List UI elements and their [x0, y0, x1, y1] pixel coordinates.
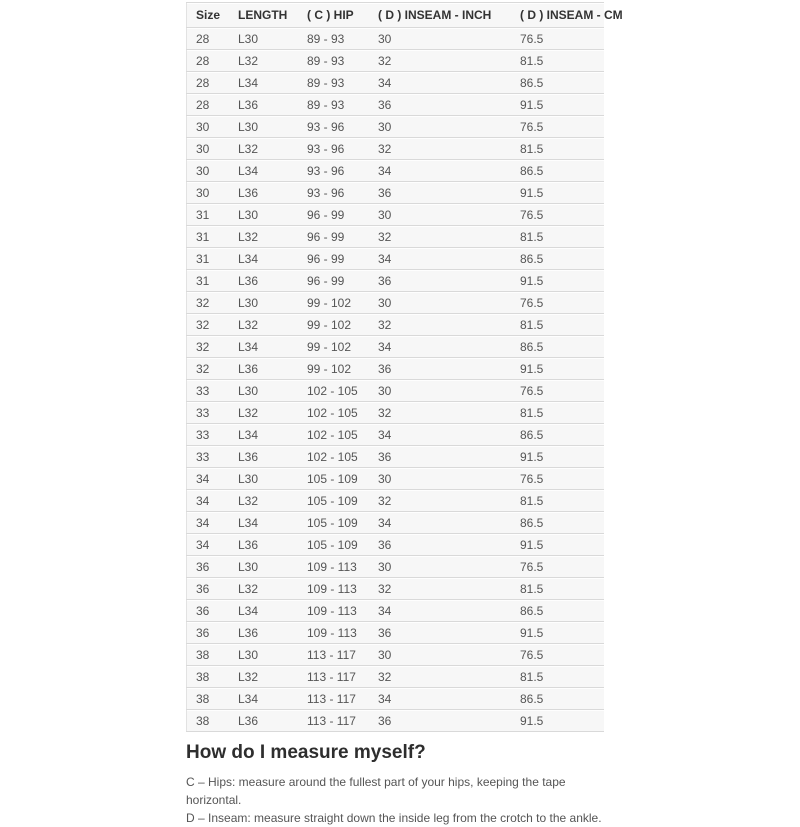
table-cell: 30	[187, 182, 230, 204]
table-cell: 38	[187, 666, 230, 688]
table-cell: 102 - 105	[298, 424, 369, 446]
table-cell: 105 - 109	[298, 490, 369, 512]
table-row	[187, 600, 605, 622]
table-cell: 34	[369, 688, 511, 710]
table-cell: L30	[229, 380, 298, 402]
table-cell: L32	[229, 314, 298, 336]
size-table-body	[187, 28, 605, 732]
table-cell: 36	[369, 358, 511, 380]
table-cell: 34	[187, 534, 230, 556]
table-cell: 32	[369, 402, 511, 424]
table-cell: 109 - 113	[298, 578, 369, 600]
table-cell: 32	[187, 314, 230, 336]
table-cell: L32	[229, 402, 298, 424]
table-row	[187, 116, 605, 138]
table-cell: L30	[229, 292, 298, 314]
table-cell: 81.5	[511, 402, 604, 424]
table-cell: 76.5	[511, 116, 604, 138]
table-cell: L32	[229, 490, 298, 512]
table-row	[187, 710, 605, 732]
table-row	[187, 622, 605, 644]
table-cell: 36	[369, 446, 511, 468]
table-cell: L34	[229, 248, 298, 270]
column-header-size: Size	[187, 3, 230, 28]
table-cell: 34	[369, 600, 511, 622]
table-cell: 113 - 117	[298, 644, 369, 666]
table-row	[187, 688, 605, 710]
table-cell: 99 - 102	[298, 314, 369, 336]
table-cell: 99 - 102	[298, 336, 369, 358]
table-cell: 33	[187, 446, 230, 468]
table-cell: 34	[187, 468, 230, 490]
table-cell: L34	[229, 72, 298, 94]
table-cell: 32	[187, 358, 230, 380]
table-cell: L36	[229, 270, 298, 292]
table-cell: 32	[369, 138, 511, 160]
table-cell: 36	[369, 94, 511, 116]
table-row	[187, 556, 605, 578]
table-cell: 86.5	[511, 336, 604, 358]
table-cell: L32	[229, 138, 298, 160]
table-cell: L36	[229, 710, 298, 732]
table-cell: 32	[369, 226, 511, 248]
table-row	[187, 534, 605, 556]
table-cell: L36	[229, 534, 298, 556]
table-cell: 102 - 105	[298, 402, 369, 424]
table-row	[187, 644, 605, 666]
table-cell: 91.5	[511, 270, 604, 292]
measure-line-inseam: D – Inseam: measure straight down the inside leg from the crotch to the ankle.	[186, 811, 602, 825]
table-row	[187, 182, 605, 204]
table-cell: 76.5	[511, 28, 604, 50]
table-cell: 81.5	[511, 666, 604, 688]
table-cell: 86.5	[511, 512, 604, 534]
table-row	[187, 468, 605, 490]
table-cell: 30	[369, 644, 511, 666]
table-cell: 31	[187, 204, 230, 226]
table-cell: L36	[229, 446, 298, 468]
table-cell: L34	[229, 336, 298, 358]
table-cell: 30	[369, 556, 511, 578]
table-cell: 38	[187, 710, 230, 732]
table-cell: 76.5	[511, 468, 604, 490]
table-cell: 36	[369, 534, 511, 556]
table-cell: L30	[229, 204, 298, 226]
table-cell: 31	[187, 270, 230, 292]
table-row	[187, 424, 605, 446]
table-cell: 33	[187, 424, 230, 446]
table-cell: 31	[187, 226, 230, 248]
table-cell: 102 - 105	[298, 380, 369, 402]
table-cell: 28	[187, 50, 230, 72]
table-row	[187, 402, 605, 424]
table-cell: L30	[229, 468, 298, 490]
table-cell: 91.5	[511, 446, 604, 468]
table-cell: 30	[369, 204, 511, 226]
table-cell: 89 - 93	[298, 28, 369, 50]
table-cell: 109 - 113	[298, 622, 369, 644]
table-row	[187, 380, 605, 402]
table-cell: 33	[187, 402, 230, 424]
table-row	[187, 446, 605, 468]
table-cell: 102 - 105	[298, 446, 369, 468]
table-row	[187, 72, 605, 94]
table-cell: 30	[369, 116, 511, 138]
table-cell: 34	[369, 336, 511, 358]
measure-heading: How do I measure myself?	[186, 742, 426, 763]
table-row	[187, 138, 605, 160]
table-row	[187, 248, 605, 270]
table-cell: 34	[187, 490, 230, 512]
table-cell: 91.5	[511, 622, 604, 644]
table-cell: 91.5	[511, 182, 604, 204]
table-cell: 36	[187, 578, 230, 600]
table-cell: 33	[187, 380, 230, 402]
table-cell: 96 - 99	[298, 204, 369, 226]
table-cell: 105 - 109	[298, 512, 369, 534]
table-cell: 32	[187, 292, 230, 314]
table-cell: 91.5	[511, 358, 604, 380]
table-cell: 36	[369, 622, 511, 644]
table-cell: 86.5	[511, 600, 604, 622]
table-cell: 30	[369, 292, 511, 314]
table-cell: 76.5	[511, 292, 604, 314]
table-cell: 36	[369, 710, 511, 732]
column-header-inseam-cm: ( D ) INSEAM - CM	[511, 3, 604, 28]
table-cell: 81.5	[511, 226, 604, 248]
table-row	[187, 94, 605, 116]
table-cell: 34	[369, 424, 511, 446]
table-cell: 91.5	[511, 710, 604, 732]
table-row	[187, 578, 605, 600]
table-cell: 30	[187, 138, 230, 160]
table-cell: 86.5	[511, 72, 604, 94]
table-cell: 30	[369, 380, 511, 402]
table-cell: 38	[187, 644, 230, 666]
table-cell: L32	[229, 578, 298, 600]
table-cell: 30	[187, 160, 230, 182]
table-cell: 30	[369, 468, 511, 490]
table-cell: 81.5	[511, 138, 604, 160]
table-cell: 28	[187, 94, 230, 116]
table-cell: 36	[187, 622, 230, 644]
table-cell: 109 - 113	[298, 600, 369, 622]
table-cell: 93 - 96	[298, 160, 369, 182]
table-cell: 30	[369, 28, 511, 50]
table-header-row	[187, 3, 605, 28]
table-cell: 86.5	[511, 248, 604, 270]
table-cell: 93 - 96	[298, 138, 369, 160]
table-cell: L34	[229, 512, 298, 534]
table-cell: 38	[187, 688, 230, 710]
table-row	[187, 270, 605, 292]
table-cell: 36	[369, 182, 511, 204]
table-cell: 105 - 109	[298, 468, 369, 490]
table-cell: 36	[187, 556, 230, 578]
table-cell: 91.5	[511, 534, 604, 556]
table-row	[187, 490, 605, 512]
table-cell: 86.5	[511, 160, 604, 182]
table-cell: L36	[229, 182, 298, 204]
table-row	[187, 204, 605, 226]
table-cell: 36	[187, 600, 230, 622]
table-cell: L30	[229, 556, 298, 578]
table-cell: L34	[229, 424, 298, 446]
table-row	[187, 50, 605, 72]
table-cell: 34	[369, 160, 511, 182]
table-cell: 89 - 93	[298, 50, 369, 72]
table-cell: 36	[369, 270, 511, 292]
table-cell: 93 - 96	[298, 182, 369, 204]
table-row	[187, 292, 605, 314]
table-cell: 34	[369, 248, 511, 270]
table-row	[187, 226, 605, 248]
table-cell: 96 - 99	[298, 248, 369, 270]
table-cell: 31	[187, 248, 230, 270]
table-cell: 32	[369, 578, 511, 600]
table-cell: 99 - 102	[298, 292, 369, 314]
table-cell: 113 - 117	[298, 666, 369, 688]
table-cell: L34	[229, 600, 298, 622]
table-cell: L30	[229, 28, 298, 50]
table-cell: 96 - 99	[298, 270, 369, 292]
table-cell: 105 - 109	[298, 534, 369, 556]
table-cell: 89 - 93	[298, 94, 369, 116]
table-cell: 76.5	[511, 644, 604, 666]
table-cell: L36	[229, 622, 298, 644]
table-cell: 32	[369, 50, 511, 72]
table-cell: 109 - 113	[298, 556, 369, 578]
table-row	[187, 336, 605, 358]
table-cell: L34	[229, 688, 298, 710]
table-row	[187, 160, 605, 182]
table-cell: 32	[369, 666, 511, 688]
table-cell: 30	[187, 116, 230, 138]
column-header-hip: ( C ) HIP	[298, 3, 369, 28]
table-cell: 32	[187, 336, 230, 358]
table-row	[187, 314, 605, 336]
table-cell: 113 - 117	[298, 688, 369, 710]
table-cell: 99 - 102	[298, 358, 369, 380]
table-cell: 34	[369, 72, 511, 94]
table-cell: 28	[187, 72, 230, 94]
table-cell: 81.5	[511, 490, 604, 512]
table-cell: 86.5	[511, 424, 604, 446]
table-cell: 34	[369, 512, 511, 534]
table-cell: 113 - 117	[298, 710, 369, 732]
table-cell: L32	[229, 666, 298, 688]
table-cell: 81.5	[511, 578, 604, 600]
table-cell: L30	[229, 644, 298, 666]
table-cell: L36	[229, 94, 298, 116]
table-cell: 93 - 96	[298, 116, 369, 138]
column-header-inseam-inch: ( D ) INSEAM - INCH	[369, 3, 511, 28]
table-cell: 96 - 99	[298, 226, 369, 248]
table-cell: 32	[369, 490, 511, 512]
table-cell: 76.5	[511, 380, 604, 402]
table-row	[187, 666, 605, 688]
table-cell: L36	[229, 358, 298, 380]
table-row	[187, 358, 605, 380]
table-cell: 81.5	[511, 50, 604, 72]
table-cell: 86.5	[511, 688, 604, 710]
table-row	[187, 512, 605, 534]
table-row	[187, 28, 605, 50]
table-cell: L32	[229, 226, 298, 248]
table-cell: L34	[229, 160, 298, 182]
table-cell: 81.5	[511, 314, 604, 336]
table-cell: 91.5	[511, 94, 604, 116]
table-cell: 89 - 93	[298, 72, 369, 94]
table-cell: 76.5	[511, 556, 604, 578]
size-chart-section	[186, 2, 623, 827]
table-cell: 76.5	[511, 204, 604, 226]
table-cell: L30	[229, 116, 298, 138]
table-cell: 28	[187, 28, 230, 50]
table-cell: L32	[229, 50, 298, 72]
column-header-length: LENGTH	[229, 3, 298, 28]
table-cell: 34	[187, 512, 230, 534]
measure-line-hips: C – Hips: measure around the fullest part of your hips, keeping the tape horizontal.	[186, 775, 566, 807]
size-chart-table	[186, 2, 623, 732]
table-cell: 32	[369, 314, 511, 336]
